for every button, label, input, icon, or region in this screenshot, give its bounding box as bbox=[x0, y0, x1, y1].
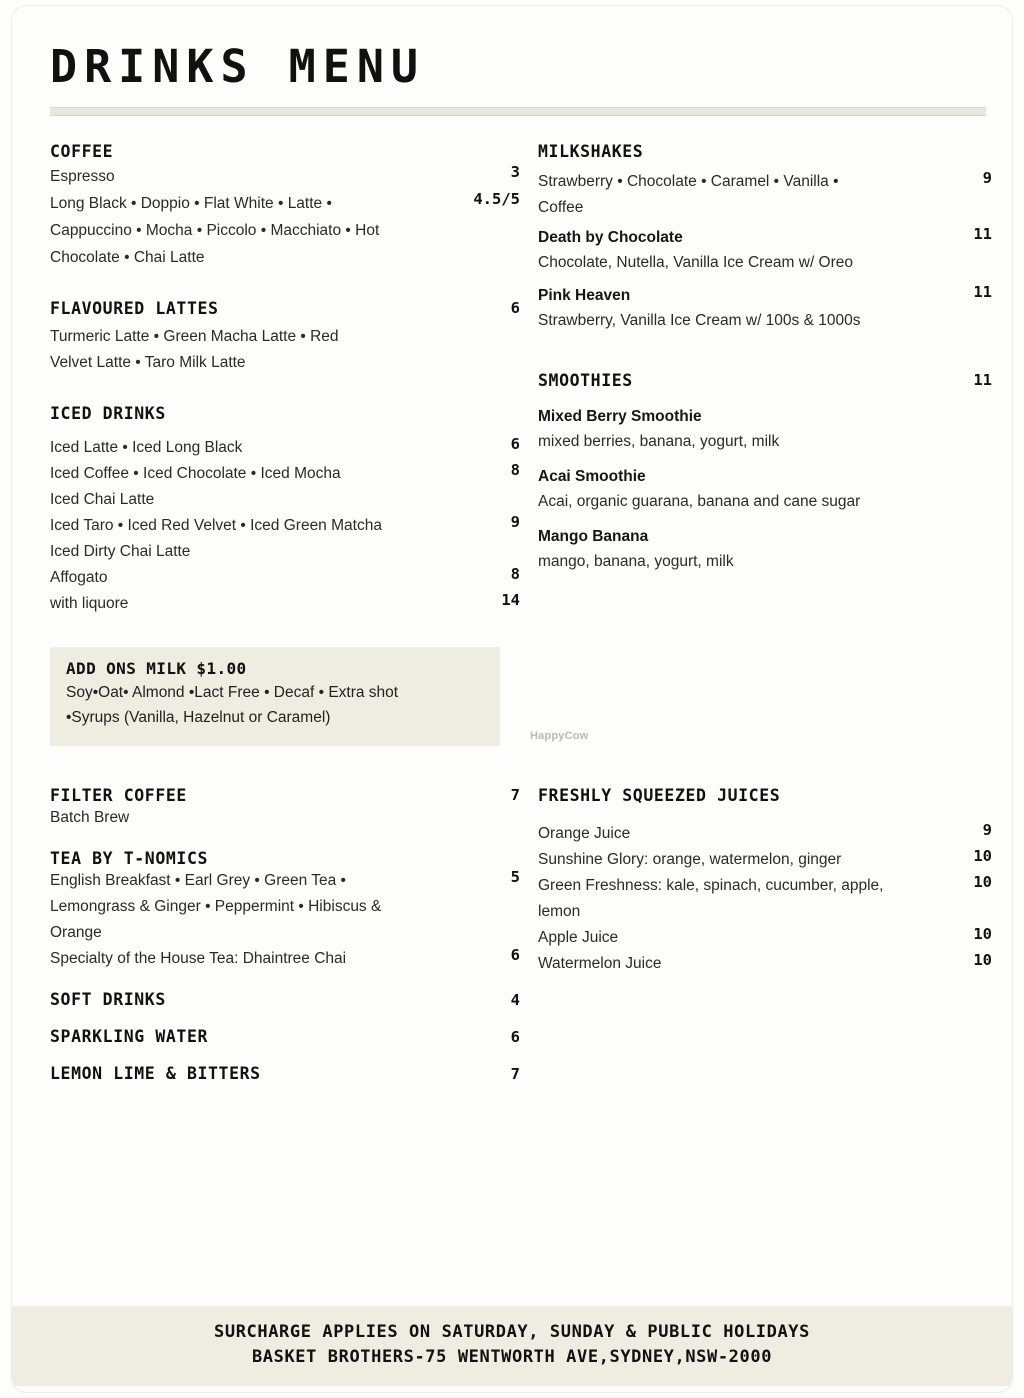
smoothie-item-name: Mango Banana bbox=[538, 528, 649, 545]
juice-price: 9 bbox=[982, 821, 992, 839]
coffee-line-2: Long Black • Doppio • Flat White • Latte • bbox=[50, 195, 332, 212]
filter-coffee-item: Batch Brew bbox=[50, 809, 130, 826]
iced-row bbox=[50, 539, 520, 565]
section-heading-soft-drinks: SOFT DRINKS bbox=[50, 990, 166, 1009]
iced-item-label: Affogato bbox=[50, 569, 108, 586]
section-heading-smoothies: SMOOTHIES bbox=[538, 371, 633, 390]
milkshake-flavours-price: 9 bbox=[982, 169, 992, 187]
juice-name-multiline bbox=[538, 873, 884, 925]
smoothie-item-desc: mango, banana, yogurt, milk bbox=[538, 553, 734, 570]
section-filter-coffee bbox=[50, 786, 520, 831]
smoothies-head-row bbox=[538, 371, 992, 390]
milkshake-flavours bbox=[538, 169, 839, 221]
milkshake-item-desc: Strawberry, Vanilla Ice Cream w/ 100s & 1000s bbox=[538, 312, 861, 329]
title-divider bbox=[50, 107, 986, 116]
section-heading-milkshakes: MILKSHAKES bbox=[538, 142, 644, 161]
section-milkshakes bbox=[538, 142, 992, 333]
flavoured-lattes-line-2: Velvet Latte • Taro Milk Latte bbox=[50, 354, 246, 371]
flavoured-lattes-price: 6 bbox=[510, 299, 520, 317]
coffee-espresso-label: Espresso bbox=[50, 168, 115, 185]
tea-line-2: Lemongrass & Ginger • Peppermint • Hibiscus & bbox=[50, 898, 382, 915]
spacer bbox=[50, 423, 520, 435]
coffee-list-row bbox=[50, 190, 520, 271]
milkshake-item-price: 11 bbox=[973, 225, 992, 243]
tea-line-3: Orange bbox=[50, 924, 102, 941]
tea-list-price: 5 bbox=[510, 868, 520, 886]
section-sparkling-water bbox=[50, 1027, 520, 1046]
iced-row bbox=[50, 461, 520, 487]
section-flavoured-lattes bbox=[50, 299, 520, 376]
juice-name: Orange Juice bbox=[538, 825, 631, 842]
iced-item-price: 6 bbox=[510, 435, 520, 453]
filter-coffee-head-row bbox=[50, 786, 520, 805]
iced-item-label: Iced Taro • Iced Red Velvet • Iced Green Matcha bbox=[50, 517, 382, 534]
spacer bbox=[50, 976, 520, 990]
coffee-list-price: 4.5/5 bbox=[473, 190, 520, 208]
juice-name-line-2: lemon bbox=[538, 903, 581, 920]
spacer bbox=[538, 161, 992, 169]
juice-name: Watermelon Juice bbox=[538, 955, 662, 972]
iced-row bbox=[50, 513, 520, 539]
tea-specialty-price: 6 bbox=[510, 946, 520, 964]
addons-box bbox=[50, 647, 500, 746]
iced-item-label: with liquore bbox=[50, 595, 129, 612]
milkshake-flavours-line-1: Strawberry • Chocolate • Caramel • Vanilla • bbox=[538, 173, 839, 190]
juice-row bbox=[538, 951, 992, 977]
section-heading-iced-drinks: ICED DRINKS bbox=[50, 404, 166, 423]
spacer bbox=[538, 337, 992, 371]
page-title: DRINKS MENU bbox=[50, 40, 426, 93]
juice-name-line-1: Green Freshness: kale, spinach, cucumber, apple, bbox=[538, 877, 884, 894]
iced-item-label: Iced Coffee • Iced Chocolate • Iced Mocha bbox=[50, 465, 341, 482]
juice-price: 10 bbox=[973, 925, 992, 943]
menu-content bbox=[40, 40, 992, 1083]
section-iced-drinks bbox=[50, 404, 520, 617]
soft-drinks-price: 4 bbox=[510, 991, 520, 1009]
section-coffee bbox=[50, 142, 520, 271]
milkshake-item-price: 11 bbox=[973, 283, 992, 301]
milkshake-item-desc: Chocolate, Nutella, Vanilla Ice Cream w/ Oreo bbox=[538, 254, 854, 271]
milkshake-flavours-row bbox=[538, 169, 992, 221]
section-heading-flavoured-lattes: FLAVOURED LATTES bbox=[50, 299, 219, 318]
smoothie-item-desc: Acai, organic guarana, banana and cane sugar bbox=[538, 493, 861, 510]
section-heading-juices: FRESHLY SQUEEZED JUICES bbox=[538, 786, 781, 805]
spacer bbox=[50, 275, 520, 299]
milkshake-item-row bbox=[538, 283, 992, 333]
coffee-espresso-row bbox=[50, 163, 520, 190]
milkshake-item bbox=[538, 225, 853, 275]
juice-name: Apple Juice bbox=[538, 929, 619, 946]
section-heading-tea: TEA BY T-NOMICS bbox=[50, 849, 209, 868]
milkshake-item-name: Death by Chocolate bbox=[538, 229, 683, 246]
juice-price: 10 bbox=[973, 847, 992, 865]
tea-specialty-row bbox=[50, 946, 520, 972]
spacer bbox=[50, 380, 520, 404]
left-column bbox=[40, 142, 520, 621]
juice-row bbox=[538, 821, 992, 847]
juice-row bbox=[538, 925, 992, 951]
menu-sheet bbox=[12, 6, 1012, 1392]
smoothie-item bbox=[538, 404, 992, 454]
iced-row bbox=[50, 435, 520, 461]
addons-body bbox=[66, 680, 484, 730]
filter-coffee-price: 7 bbox=[510, 786, 520, 804]
iced-item-label: Iced Latte • Iced Long Black bbox=[50, 439, 243, 456]
smoothie-item-desc: mixed berries, banana, yogurt, milk bbox=[538, 433, 780, 450]
iced-row bbox=[50, 487, 520, 513]
footer-surcharge-note: SURCHARGE APPLIES ON SATURDAY, SUNDAY & PUBLIC HOLIDAYS bbox=[214, 1322, 810, 1342]
coffee-list-lines bbox=[50, 190, 450, 271]
spacer bbox=[538, 514, 992, 524]
footer-address: BASKET BROTHERS-75 WENTWORTH AVE,SYDNEY,NSW-2000 bbox=[251, 1347, 773, 1367]
section-juices bbox=[538, 786, 992, 977]
coffee-line-3: Cappuccino • Mocha • Piccolo • Macchiato • Hot bbox=[50, 222, 380, 239]
flavoured-lattes-desc bbox=[50, 324, 465, 376]
section-heading-lemon-lime-bitters: LEMON LIME & BITTERS bbox=[50, 1064, 261, 1083]
iced-item-price: 8 bbox=[510, 565, 520, 583]
iced-row bbox=[50, 591, 520, 617]
coffee-line-4: Chocolate • Chai Latte bbox=[50, 249, 205, 266]
lower-columns bbox=[40, 786, 992, 1083]
menu-columns bbox=[40, 142, 992, 621]
section-heading-sparkling-water: SPARKLING WATER bbox=[50, 1027, 209, 1046]
section-tea bbox=[50, 849, 520, 972]
iced-item-price: 14 bbox=[501, 591, 520, 609]
section-heading-coffee: COFFEE bbox=[50, 142, 114, 161]
footer-banner bbox=[12, 1306, 1012, 1386]
milkshake-item-row bbox=[538, 225, 992, 275]
spacer bbox=[538, 454, 992, 464]
smoothie-item bbox=[538, 464, 992, 514]
smoothie-item-name: Mixed Berry Smoothie bbox=[538, 408, 702, 425]
iced-item-label: Iced Dirty Chai Latte bbox=[50, 543, 191, 560]
milkshake-item-name: Pink Heaven bbox=[538, 287, 631, 304]
tea-line-1: English Breakfast • Earl Grey • Green Tea • bbox=[50, 872, 346, 889]
lower-right-column bbox=[520, 786, 992, 1083]
juice-row bbox=[538, 873, 992, 925]
juice-name: Sunshine Glory: orange, watermelon, ginger bbox=[538, 851, 842, 868]
right-column bbox=[520, 142, 992, 621]
juice-price: 10 bbox=[973, 951, 992, 969]
section-smoothies bbox=[538, 371, 992, 574]
sparkling-water-price: 6 bbox=[510, 1028, 520, 1046]
lemon-lime-bitters-price: 7 bbox=[510, 1065, 520, 1083]
smoothie-item bbox=[538, 524, 992, 574]
iced-item-price: 9 bbox=[510, 513, 520, 531]
milkshake-flavours-line-2: Coffee bbox=[538, 199, 584, 216]
flavoured-lattes-line-1: Turmeric Latte • Green Macha Latte • Red bbox=[50, 328, 339, 345]
addons-line-1: Soy•Oat• Almond •Lact Free • Decaf • Extra shot bbox=[66, 684, 399, 701]
iced-item-price: 8 bbox=[510, 461, 520, 479]
tea-specialty-label: Specialty of the House Tea: Dhaintree Chai bbox=[50, 950, 347, 967]
spacer bbox=[538, 805, 992, 821]
section-soft-drinks bbox=[50, 990, 520, 1009]
flavoured-lattes-head-row bbox=[50, 299, 520, 318]
addons-title: ADD ONS MILK $1.00 bbox=[66, 659, 247, 678]
section-heading-filter-coffee: FILTER COFFEE bbox=[50, 786, 187, 805]
juice-row bbox=[538, 847, 992, 873]
juice-price: 10 bbox=[973, 873, 992, 891]
happycow-watermark: HappyCow bbox=[530, 730, 589, 742]
tea-list-row bbox=[50, 868, 520, 946]
iced-item-label: Iced Chai Latte bbox=[50, 491, 155, 508]
lower-left-column bbox=[40, 786, 520, 1083]
spacer bbox=[50, 835, 520, 849]
iced-row bbox=[50, 565, 520, 591]
section-lemon-lime-bitters bbox=[50, 1064, 520, 1083]
smoothie-item-name: Acai Smoothie bbox=[538, 468, 646, 485]
spacer bbox=[538, 390, 992, 404]
tea-list bbox=[50, 868, 381, 946]
milkshake-item bbox=[538, 283, 860, 333]
addons-line-2: •Syrups (Vanilla, Hazelnut or Caramel) bbox=[66, 709, 331, 726]
smoothies-price: 11 bbox=[973, 371, 992, 389]
coffee-espresso-price: 3 bbox=[510, 163, 520, 181]
